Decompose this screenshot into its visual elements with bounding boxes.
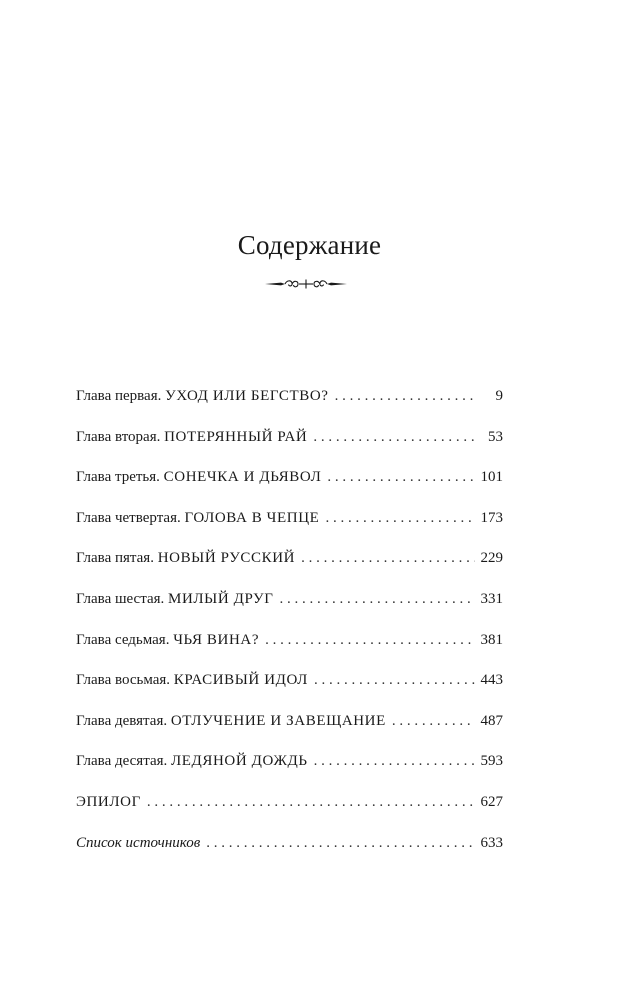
toc-entry-10[interactable] — [76, 751, 503, 792]
page-title: Содержание — [237, 230, 382, 260]
table-of-contents — [76, 386, 503, 873]
toc-entry-1[interactable] — [76, 386, 503, 427]
chapter-title: МИЛЫЙ ДРУГ — [168, 590, 274, 607]
chapter-prefix: Глава десятая. — [76, 753, 168, 770]
dot-leader — [206, 833, 474, 853]
chapter-title: ЧЬЯ ВИНА? — [173, 631, 260, 648]
chapter-prefix: Глава третья. — [76, 469, 160, 486]
toc-entry-8[interactable] — [76, 670, 503, 711]
chapter-prefix: Глава вторая. — [76, 428, 161, 445]
chapter-title: СОНЕЧКА И ДЬЯВОЛ — [163, 469, 322, 486]
page-number: 331 — [480, 590, 503, 607]
chapter-prefix: Глава шестая. — [76, 590, 165, 607]
chapter-prefix: Глава девятая. — [76, 712, 168, 729]
toc-entry-3[interactable] — [76, 467, 503, 508]
dot-leader — [147, 792, 475, 812]
chapter-title: КРАСИВЫЙ ИДОЛ — [173, 672, 308, 689]
chapter-title: ПОТЕРЯННЫЙ РАЙ — [164, 428, 308, 445]
chapter-title: УХОД ИЛИ БЕГСТВО? — [165, 388, 329, 404]
chapter-prefix: Глава восьмая. — [76, 672, 171, 689]
page-number: 229 — [480, 550, 503, 567]
chapter-title: ЭПИЛОГ — [76, 793, 141, 810]
dot-leader — [265, 630, 474, 650]
toc-entry-sources[interactable] — [76, 833, 503, 874]
page-number: 9 — [495, 388, 503, 404]
page-number: 381 — [480, 631, 503, 648]
flourish-divider-icon — [263, 276, 349, 292]
page-number: 633 — [480, 834, 503, 851]
chapter-title: ГОЛОВА В ЧЕПЦЕ — [184, 509, 320, 526]
dot-leader — [392, 711, 475, 731]
dot-leader — [313, 427, 475, 447]
toc-entry-epilogue[interactable] — [76, 792, 503, 833]
toc-entry-2[interactable] — [76, 427, 503, 468]
page-number: 443 — [480, 672, 503, 689]
chapter-prefix: Глава седьмая. — [76, 631, 170, 648]
dot-leader — [327, 467, 474, 487]
toc-entry-9[interactable] — [76, 711, 503, 752]
page-number: 487 — [480, 712, 503, 729]
dot-leader — [314, 670, 475, 690]
dot-leader — [335, 386, 475, 406]
chapter-title: ЛЕДЯНОЙ ДОЖДЬ — [171, 753, 308, 770]
toc-entry-5[interactable] — [76, 548, 503, 589]
dot-leader — [280, 589, 475, 609]
dot-leader — [314, 751, 475, 771]
toc-entry-4[interactable] — [76, 508, 503, 549]
chapter-title: Список источников — [76, 834, 201, 851]
page-number: 173 — [480, 509, 503, 526]
page-number: 627 — [480, 793, 503, 810]
dot-leader — [301, 548, 474, 568]
chapter-title: ОТЛУЧЕНИЕ И ЗАВЕЩАНИЕ — [170, 712, 386, 729]
toc-entry-6[interactable] — [76, 589, 503, 630]
chapter-prefix: Глава четвертая. — [76, 509, 181, 526]
dot-leader — [325, 508, 474, 528]
chapter-title: НОВЫЙ РУССКИЙ — [157, 550, 296, 567]
chapter-prefix: Глава пятая. — [76, 550, 154, 567]
chapter-prefix: Глава первая. — [76, 388, 162, 404]
toc-entry-7[interactable] — [76, 630, 503, 671]
page-number: 593 — [480, 753, 503, 770]
page-number: 53 — [488, 428, 503, 445]
page-number: 101 — [480, 469, 503, 486]
